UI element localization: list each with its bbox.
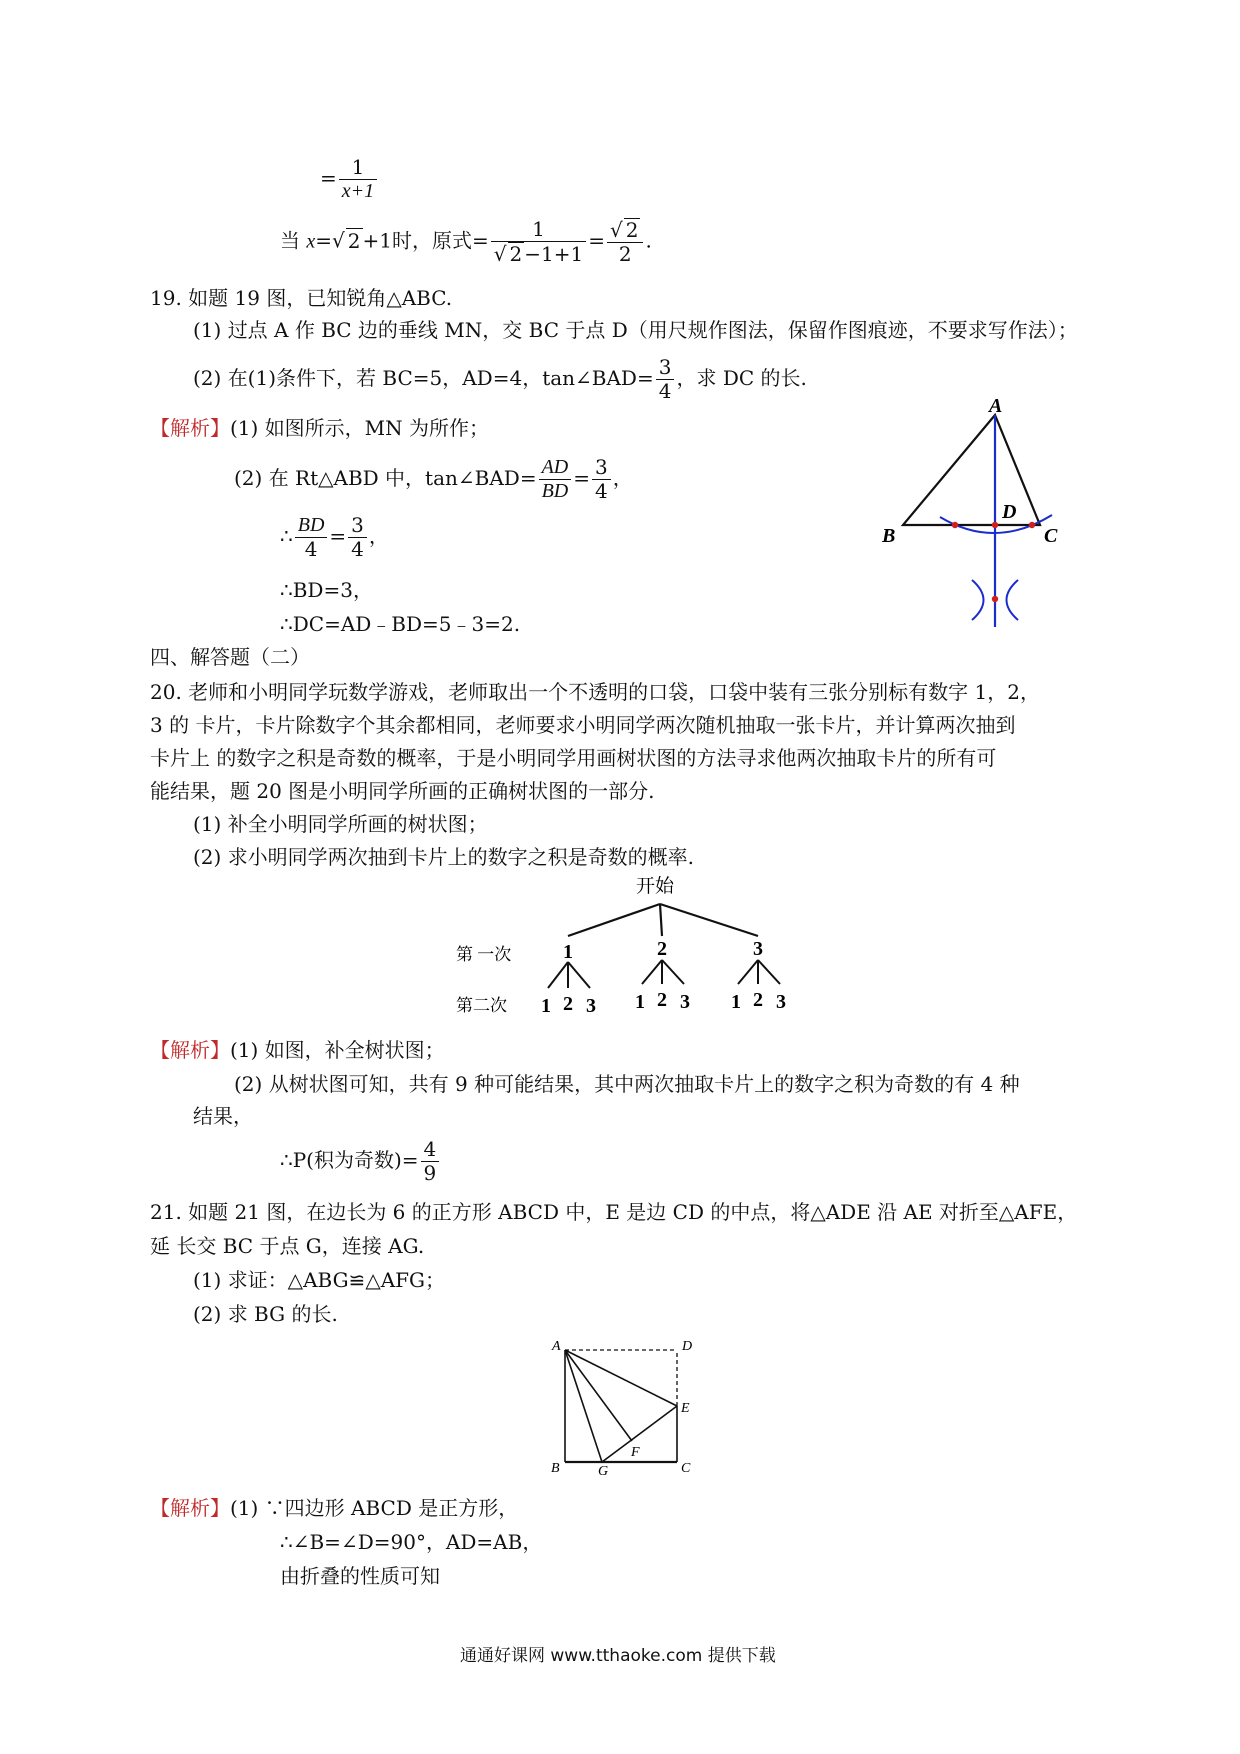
q21-line2: 延 长交 BC 于点 G，连接 AG. xyxy=(150,1234,425,1258)
tree-second: 3 xyxy=(776,991,786,1013)
q21-solution-line2: ∴∠B=∠D=90°，AD=AB， xyxy=(280,1530,543,1554)
result-fraction: $\frac{1}{x+1}$ xyxy=(339,156,377,203)
label-b: B xyxy=(551,1461,560,1476)
tree-edge xyxy=(660,904,758,936)
label-a: A xyxy=(989,395,1003,417)
tree-first-2: 2 xyxy=(657,938,667,960)
q20-line2: 3 的 卡片，卡片除数字个其余都相同，老师要求小明同学两次随机抽取一张卡片，并计算两次抽到 xyxy=(150,713,1016,737)
q19-stem: 19. 如题 19 图，已知锐角△ABC. xyxy=(150,286,453,310)
arc-lower-left xyxy=(972,580,984,620)
q20-solution-line2b: 结果， xyxy=(193,1104,253,1128)
q20-solution-line2: (2) 从树状图可知，共有 9 种可能结果，其中两次抽取卡片上的数字之积为奇数的有 4 种 xyxy=(234,1072,1020,1096)
label-b: B xyxy=(882,525,896,547)
q20-solution-line3: ∴P(积为奇数)= $\frac{4}{9}$ xyxy=(280,1138,441,1185)
q21-part1: (1) 求证：△ABG≌△AFG； xyxy=(193,1268,445,1292)
tree-second: 1 xyxy=(731,991,741,1013)
final-fraction: $\frac{√ 2}{2}$ xyxy=(607,218,643,266)
q21-solution-line1: 【解析】(1) ∵四边形 ABCD 是正方形， xyxy=(150,1496,519,1520)
section-heading: 四、解答题（二） xyxy=(150,645,310,669)
q20-part1: (1) 补全小明同学所画的树状图； xyxy=(193,812,488,836)
label-c: C xyxy=(681,1461,691,1476)
tree-second: 3 xyxy=(586,995,596,1017)
q21-square-figure xyxy=(545,1332,695,1478)
segment-ae xyxy=(565,1350,677,1406)
label-d: D xyxy=(682,1339,693,1354)
q20-line4: 能结果，题 20 图是小明同学所画的正确树状图的一部分. xyxy=(150,779,655,803)
probability-fraction: $\frac{4}{9}$ xyxy=(421,1138,440,1185)
tree-second: 2 xyxy=(563,993,573,1015)
point-right xyxy=(1029,522,1035,528)
tree-second: 2 xyxy=(657,989,667,1011)
label-a: A xyxy=(552,1339,561,1354)
q19-tan-fraction: $\frac{3}{4}$ xyxy=(656,356,675,403)
label-d: D xyxy=(1002,501,1017,523)
tree-row2-label: 第二次 xyxy=(456,996,507,1015)
substitution-line: 当 x=√ 2 +1时，原式= $\frac{1}{√ 2 -1+1}$ = $\frac{√ 2}{2}$ . xyxy=(280,217,652,266)
solution-tag: 【解析】 xyxy=(150,1038,230,1062)
result-fraction-line: = $\frac{1}{x+1}$ xyxy=(320,156,379,203)
tree-second: 1 xyxy=(635,991,645,1013)
substitution-fraction: $\frac{1}{√ 2 -1+1}$ xyxy=(491,218,586,266)
q20-line3: 卡片上 的数字之积是奇数的概率，于是小明同学用画树状图的方法寻求他两次抽取卡片的所有可 xyxy=(150,746,997,770)
q21-solution-line3: 由折叠的性质可知 xyxy=(280,1564,440,1588)
q19-solution-line3: ∴ $\frac{BD}{4}$ = $\frac{3}{4}$ ， xyxy=(280,513,389,561)
tree-edge xyxy=(642,960,662,984)
q19-triangle-figure xyxy=(860,395,1090,635)
q19-solution-line5: ∴DC=AD﹣BD=5﹣3=2. xyxy=(280,612,521,636)
tree-root: 开始 xyxy=(635,876,675,897)
tree-edge xyxy=(758,960,780,984)
label-e: E xyxy=(681,1401,690,1416)
tree-edge xyxy=(568,962,590,988)
solution-tag: 【解析】 xyxy=(150,416,230,440)
label-c: C xyxy=(1044,525,1058,547)
q19-part1: (1) 过点 A 作 BC 边的垂线 MN，交 BC 于点 D（用尺规作图法，保留作图痕迹，不要求写作法）； xyxy=(193,318,1078,342)
tree-edge xyxy=(662,960,684,984)
tree-edge xyxy=(660,904,662,936)
page-footer: 通通好课网 www.tthaoke.com 提供下载 xyxy=(460,1646,776,1666)
point-left xyxy=(952,522,958,528)
tree-edge xyxy=(548,962,568,988)
tree-edge xyxy=(568,904,660,936)
q20-solution-line1: 【解析】(1) 如图，补全树状图； xyxy=(150,1038,445,1062)
q20-part2: (2) 求小明同学两次抽到卡片上的数字之积是奇数的概率. xyxy=(193,845,695,869)
q19-solution-line1: 【解析】(1) 如图所示，MN 为所作； xyxy=(150,416,490,440)
q21-part2: (2) 求 BG 的长. xyxy=(193,1302,338,1326)
triangle-abc xyxy=(903,415,1040,525)
tree-edge xyxy=(738,960,758,984)
label-g: G xyxy=(598,1464,609,1478)
tree-second: 2 xyxy=(753,989,763,1011)
point-n xyxy=(992,596,998,602)
tree-second: 3 xyxy=(680,991,690,1013)
q19-solution-line2: (2) 在 Rt△ABD 中，tan∠BAD= $\frac{AD}{BD}$ = $\frac{3}{4}$ ， xyxy=(234,455,633,503)
q21-line1: 21. 如题 21 图，在边长为 6 的正方形 ABCD 中，E 是边 CD 的中点，将△ADE 沿 AE 对折至△AFE， xyxy=(150,1200,1078,1224)
tree-first-1: 1 xyxy=(563,941,573,963)
q19-part2: (2) 在(1)条件下，若 BC=5，AD=4，tan∠BAD= $\frac{3}{4}$ ，求 DC 的长. xyxy=(193,355,807,403)
tree-row1-label: 第 一次 xyxy=(456,945,512,964)
q20-line1: 20. 老师和小明同学玩数学游戏，老师取出一个不透明的口袋，口袋中装有三张分别标有数字 1，2， xyxy=(150,680,1040,704)
tree-first-3: 3 xyxy=(753,938,763,960)
arc-lower-right xyxy=(1007,580,1019,620)
segment-ag xyxy=(565,1350,602,1462)
segment-af xyxy=(565,1350,632,1441)
solution-tag: 【解析】 xyxy=(150,1496,230,1520)
label-f: F xyxy=(631,1445,640,1460)
point-d xyxy=(992,522,998,528)
q20-tree-diagram xyxy=(440,870,820,1020)
tree-second: 1 xyxy=(541,995,551,1017)
q19-solution-line4: ∴BD=3， xyxy=(280,578,373,602)
